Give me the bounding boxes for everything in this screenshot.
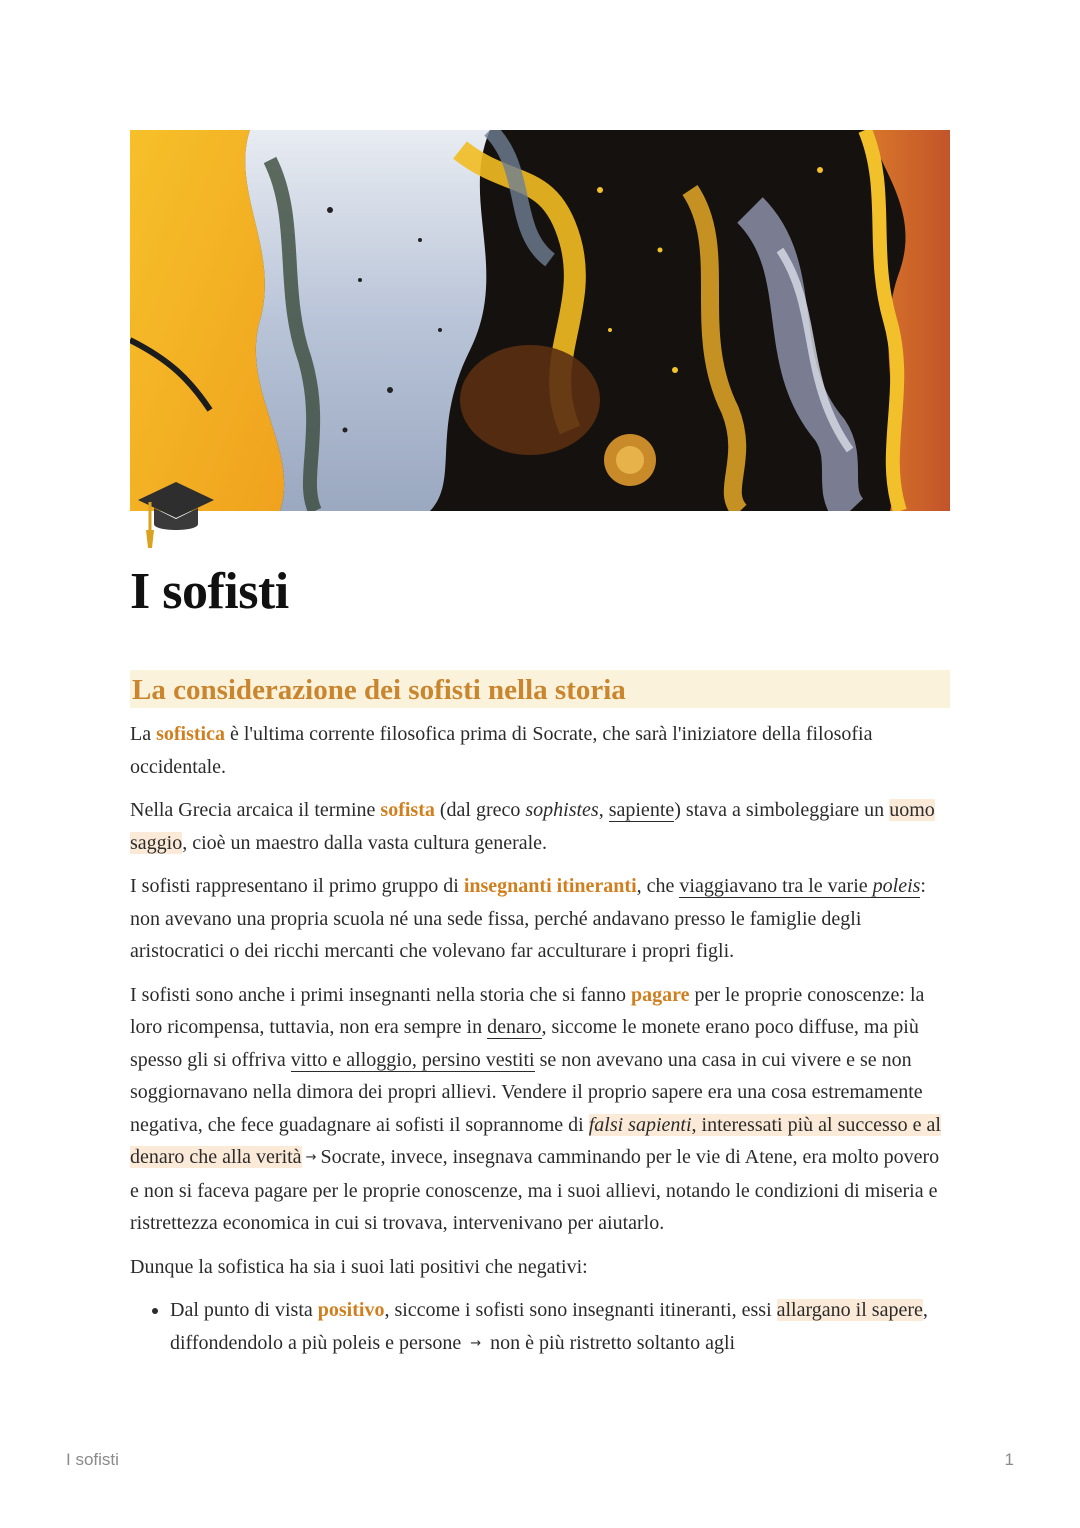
highlighted-italic-term: falsi sapienti bbox=[588, 1113, 692, 1136]
italic-term: sophistes bbox=[525, 799, 599, 821]
text: , che bbox=[636, 875, 680, 897]
bullet-list bbox=[130, 1294, 950, 1360]
paragraph-3 bbox=[130, 870, 950, 968]
page-title: I sofisti bbox=[130, 563, 289, 620]
arrow-right-icon: → bbox=[305, 1150, 317, 1165]
underlined-term: viaggiavano tra le varie bbox=[679, 875, 873, 897]
text: : non avevano una propria scuola né una sede fissa, perché andavano presso le famiglie degli aristocratici o dei ricchi mercanti che volevano far acculturare i propri figli. bbox=[130, 875, 926, 962]
list-item bbox=[170, 1294, 950, 1360]
graduation-cap-icon bbox=[136, 478, 216, 550]
text: I sofisti sono anche i primi insegnanti nella storia che si fanno bbox=[130, 983, 631, 1006]
page-number: 1 bbox=[1004, 1450, 1014, 1469]
cover-image bbox=[130, 130, 950, 511]
text: ) stava a simboleggiare un bbox=[674, 799, 890, 821]
text: , siccome i sofisti sono insegnanti itineranti, essi bbox=[384, 1299, 777, 1321]
page-content bbox=[130, 670, 950, 1360]
underlined-term: denaro bbox=[487, 1016, 542, 1038]
text: I sofisti rappresentano il primo gruppo di bbox=[130, 875, 464, 897]
keyword: insegnanti itineranti bbox=[463, 875, 637, 897]
text: La bbox=[130, 723, 157, 745]
highlighted-text: allargano il sapere bbox=[776, 1299, 923, 1321]
text: Dal punto di vista bbox=[170, 1299, 318, 1321]
footer-doc-title: I sofisti bbox=[66, 1450, 119, 1469]
text: Socrate, invece, insegnava camminando per le vie di Atene, era molto povero e non si faceva pagare per le proprie conoscenze, ma i suoi allievi, notando le condizioni di miseria e ristrettezza economica in cui si trovava, intervenivano per aiutarlo. bbox=[130, 1146, 940, 1234]
highlighted-text: , interessati più al successo e al denaro che alla verità bbox=[130, 1113, 941, 1168]
keyword: sofista bbox=[380, 799, 435, 821]
keyword: pagare bbox=[631, 983, 690, 1006]
underlined-term: vitto e alloggio, persino vestiti bbox=[290, 1048, 535, 1071]
text: non è più ristretto soltanto agli bbox=[485, 1331, 736, 1354]
arrow-right-icon: → bbox=[470, 1335, 482, 1351]
underlined-italic-term: poleis bbox=[872, 875, 921, 897]
text: (dal greco bbox=[434, 799, 526, 821]
text: , bbox=[598, 799, 609, 821]
highlighted-text: uomo saggio bbox=[130, 799, 935, 854]
text: per le proprie conoscenze: la loro ricompensa, tuttavia, non era sempre in bbox=[130, 983, 925, 1038]
keyword: sofistica bbox=[156, 723, 225, 745]
paragraph-1 bbox=[130, 718, 950, 783]
paragraph-4 bbox=[130, 979, 950, 1240]
text: , siccome le monete erano poco diffuse, ma più spesso gli si offriva bbox=[130, 1016, 919, 1071]
paragraph-2 bbox=[130, 794, 950, 859]
text: è l'ultima corrente filosofica prima di Socrate, che sarà l'iniziatore della filosofia occidentale. bbox=[130, 723, 873, 778]
text: Nella Grecia arcaica il termine bbox=[130, 799, 381, 821]
text: , diffondendolo a più poleis e persone bbox=[170, 1299, 928, 1354]
keyword: positivo bbox=[317, 1299, 385, 1321]
text: , cioè un maestro dalla vasta cultura generale. bbox=[182, 831, 548, 854]
underlined-term: sapiente bbox=[608, 799, 675, 821]
text: se non avevano una casa in cui vivere e se non soggiornavano nella dimora dei propri allievi. Vendere il proprio sapere era una cosa estremamente negativa, che fece guadagnare ai sofisti il soprannome di bbox=[130, 1048, 923, 1136]
paragraph-5: Dunque la sofistica ha sia i suoi lati positivi che negativi: bbox=[130, 1255, 588, 1278]
section-heading: La considerazione dei sofisti nella storia bbox=[130, 670, 950, 708]
